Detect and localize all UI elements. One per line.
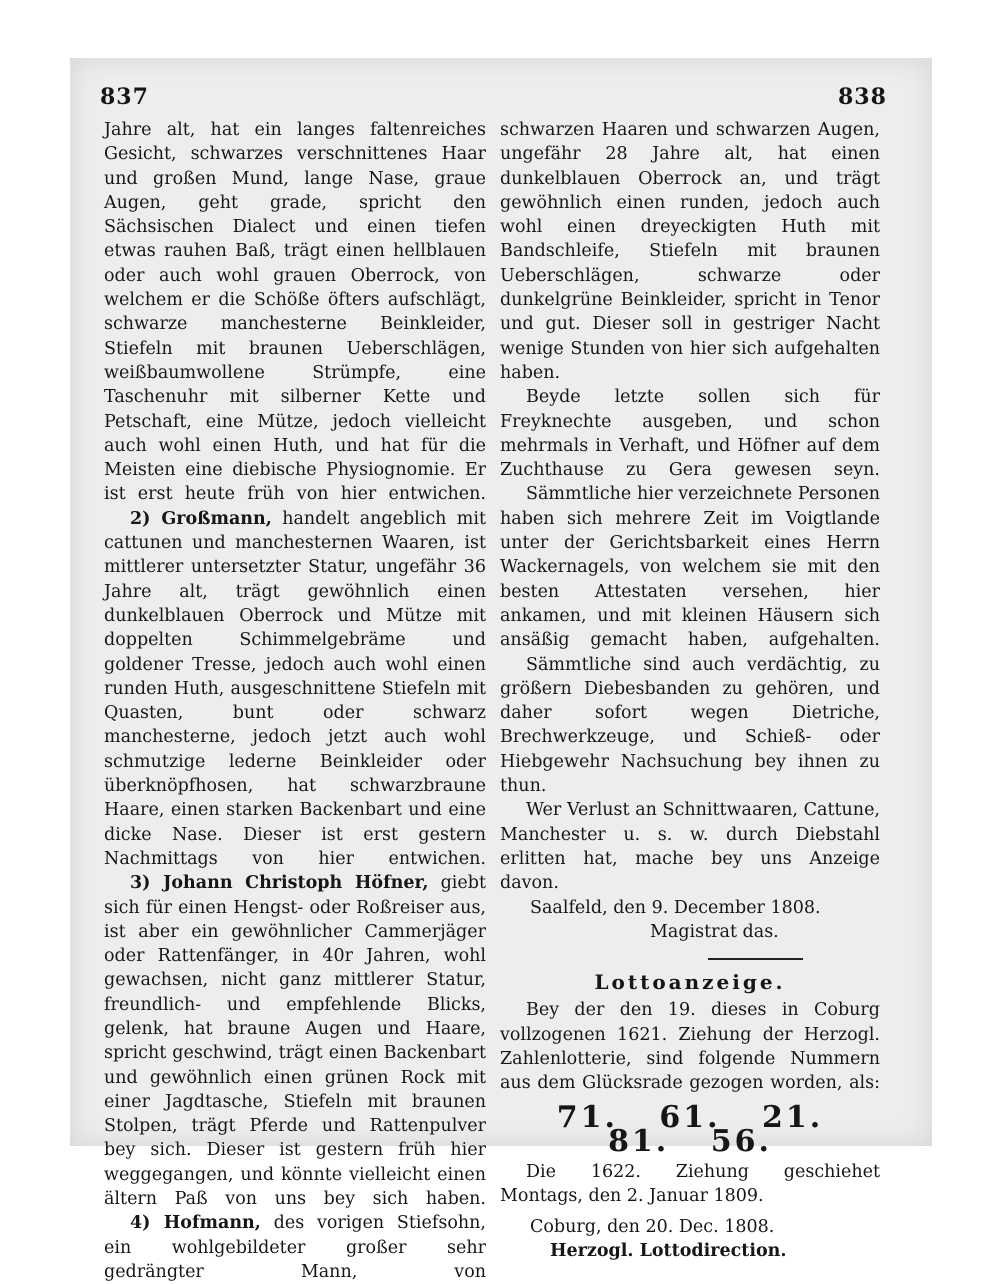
entry-hoefner: [104, 871, 486, 1211]
lotto-numbers: [500, 1099, 880, 1159]
page-number-left: 837: [100, 84, 149, 110]
paragraph-diebesbanden: Sämmtliche sind auch verdächtig, zu größern Diebesbanden zu gehören, und daher sofort wegen Dietriche, Brechwerkzeuge, und Schieß- oder Hiebgewehr Nachsuchung bey ihnen zu thun.: [500, 654, 880, 797]
entry-name: 4) Hofmann,: [130, 1213, 261, 1234]
paragraph-voigtlande: Sämmtliche hier verzeichnete Personen haben sich mehrere Zeit im Voigtlande unter der Gerichtsbarkeit eines Herrn Wackernagels, von welchem sie mit den besten Attestaten versehen, hier ankamen, und mit kleinen Häusern sich ansäßig gemacht haben, aufgehalten.: [500, 484, 880, 651]
entry-hofmann: [104, 1211, 486, 1284]
entry-text: des vorigen Stiefsohn, ein wohlgebildeter großer sehr gedrängter Mann, von: [104, 1213, 486, 1282]
paragraph-continued: Jahre alt, hat ein langes faltenreiches Gesicht, schwarzes verschnittenes Haar und großen Mund, lange Nase, graue Augen, geht grade, spricht den Sächsischen Dialect und einen tiefen etwas rauhen Baß, trägt einen hellblauen oder auch wohl grauen Oberrock, von welchem er die Schöße öfters aufschlägt, schwarze manchesterne Beinkleider, Stiefeln mit braunen Ueberschlägen, weißbaumwollene Strümpfe, eine Taschenuhr mit silberner Kette und Petschaft, eine Mütze, jedoch vielleicht auch wohl einen Huth, und hat für die Meisten eine diebische Physiognomie. Er ist erst heute früh von hier entwichen.: [104, 120, 486, 505]
lotto-number: 56.: [710, 1123, 772, 1159]
paragraph-verlust: Wer Verlust an Schnittwaaren, Cattune, Manchester u. s. w. durch Diebstahl erlitten hat, mache bey uns Anzeige davon.: [500, 800, 880, 894]
lotto-announcement: Bey der den 19. dieses in Coburg vollzogenen 1621. Ziehung der Herzogl. Zahlenlotterie, sind folgende Nummern aus dem Glücksrade gezogen worden, als:: [500, 1000, 880, 1094]
paragraph-freyknechte: Beyde letzte sollen sich für Freyknechte ausgeben, und schon mehrmals in Verhaft, und Höfner auf dem Zuchthause zu Gera gewesen seyn.: [500, 387, 880, 481]
lotto-number: 81.: [608, 1123, 670, 1159]
right-column: [500, 118, 880, 1263]
lotto-next-draw: Die 1622. Ziehung geschiehet Montags, den 2. Januar 1809.: [500, 1162, 880, 1207]
entry-text: giebt sich für einen Hengst- oder Roßreiser aus, ist aber ein gewöhnlicher Cammerjäger oder Rattenfänger, in 40r Jahren, wohl gewachsen, nicht ganz mittlerer Statur, freundlich- und empfehlende Blicks, gelenk, hat braune Augen und Haare, spricht geschwind, trägt einen Backenbart und gewöhnlich einen grünen Rock mit einer Jagdtasche, Stiefeln mit braunen Stolpen, trägt Pferde und Rattenpulver bey sich. Dieser ist gestern früh hier weggegangen, und könnte vielleicht einen ältern Paß von uns bey sich haben.: [104, 873, 486, 1210]
lotto-issuer: Herzogl. Lottodirection.: [550, 1241, 787, 1262]
lotto-number: 21.: [762, 1099, 824, 1135]
entry-grossmann: [104, 507, 486, 871]
section-divider: [708, 958, 803, 960]
lotto-place-date: Coburg, den 20. Dec. 1808.: [530, 1216, 775, 1237]
entry-name: 2) Großmann,: [130, 508, 272, 529]
left-column: [104, 118, 486, 1284]
page-number-right: 838: [838, 84, 887, 110]
lotto-number: 71.: [556, 1099, 618, 1135]
signature-magistrat: Magistrat das.: [650, 921, 779, 942]
signature-place-date: Saalfeld, den 9. December 1808.: [530, 897, 821, 918]
lotto-heading: Lottoanzeige.: [594, 970, 786, 995]
lotto-number: 61.: [659, 1099, 721, 1135]
entry-name: 3) Johann Christoph Höfner,: [130, 873, 429, 894]
paragraph-continued: schwarzen Haaren und schwarzen Augen, ungefähr 28 Jahre alt, hat einen dunkelblauen Oberrock an, und trägt gewöhnlich einen runden, jedoch auch wohl einen dreyeckigten Huth mit Bandschleife, Stiefeln mit braunen Ueberschlägen, schwarze oder dunkelgrüne Beinkleider, spricht in Tenor und gut. Dieser soll in gestriger Nacht wenige Stunden von hier sich aufgehalten haben.: [500, 120, 880, 383]
entry-text: handelt angeblich mit cattunen und manchesternen Waaren, ist mittlerer untersetzter Statur, ungefähr 36 Jahre alt, trägt gewöhnlich einen dunkelblauen Oberrock und Mütze mit doppelten Schimmelgebräme und goldener Tresse, jedoch auch wohl einen runden Huth, ausgeschnittene Stiefeln mit Quasten, bunt oder schwarz manchesterne, jedoch jetzt auch wohl schmutzige lederne Beinkleider oder überknöpfhosen, hat schwarzbraune Haare, einen starken Backenbart und eine dicke Nase. Dieser ist erst gestern Nachmittags von hier entwichen.: [104, 508, 486, 869]
